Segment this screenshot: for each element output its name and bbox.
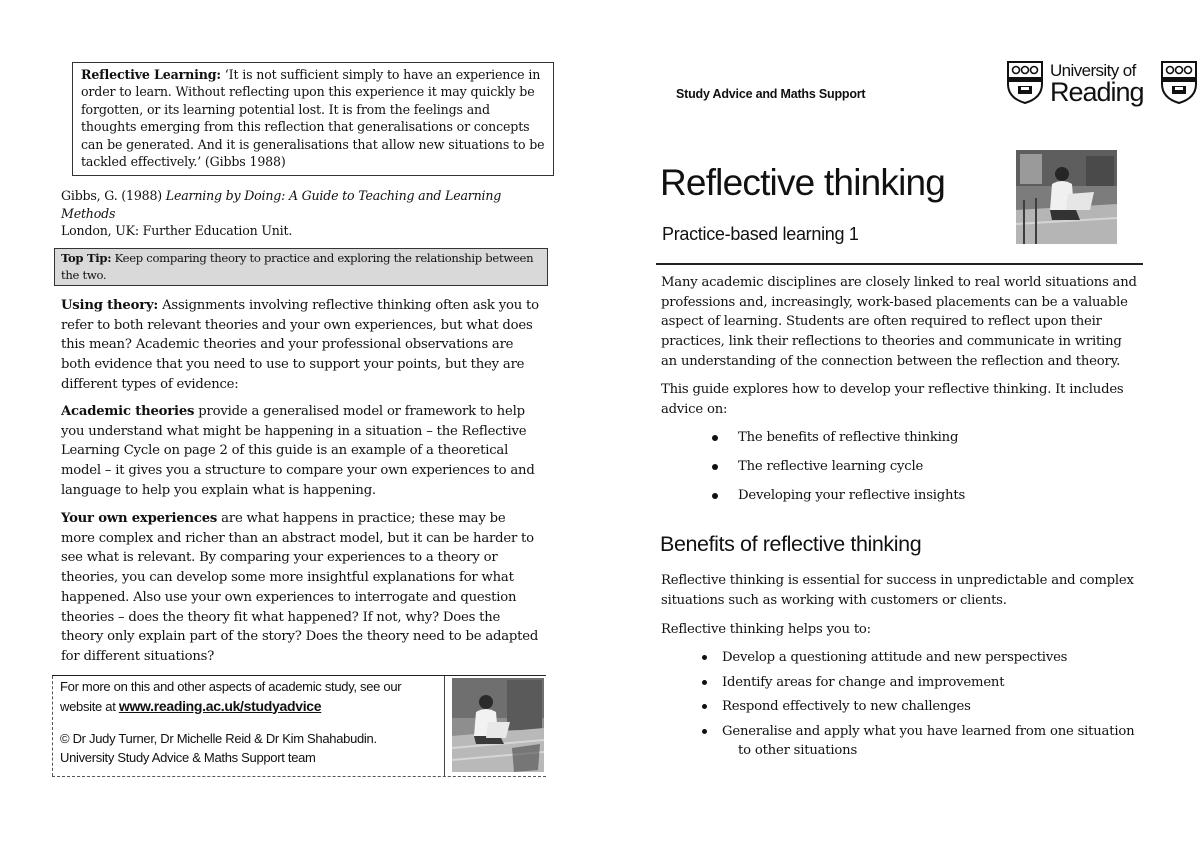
gibbs-reference <box>61 187 541 240</box>
top-tip-label: Top Tip: <box>61 251 112 265</box>
quote-text: ‘It is not sufficient simply to have an experience in order to learn. Without reflecting upon this experience it may quickly be forgotten, or its learning potential lost. It is from the feelings and thoughts emerging from this reflection that generalisations or concepts can be generated. And it is generalisations that allow new situations to be tackled effectively.’ (Gibbs 1988) <box>81 67 545 170</box>
student-laptop-photo-small <box>452 678 544 772</box>
academic-theories-text: provide a generalised model or framework to help you understand what might be happening in a situation – the Reflective Learning Cycle on page 2 of this guide is an example of a theoretical model – it gives you a structure to compare your own experiences to and language to help you explain what is happening. <box>61 404 535 498</box>
list-item-text: The benefits of reflective thinking <box>738 430 959 445</box>
logo-line2: Reading <box>1050 77 1144 107</box>
university-logo <box>1006 58 1200 110</box>
intro-paragraph: Many academic disciplines are closely linked to real world situations and professions and, increasingly, work-based placements can be a valuable aspect of learning. Students are often required to reflect upon their practices, link their reflections to theories and communicate in writing an understanding of the connection between the reflection and theory. <box>661 275 1137 369</box>
reference-author: Gibbs, G. (1988) <box>61 188 162 203</box>
academic-theories-paragraph <box>61 402 541 501</box>
top-tip-box <box>54 248 548 286</box>
bullet-icon <box>712 435 718 441</box>
crest-icon <box>1006 60 1044 104</box>
list-item-text: The reflective learning cycle <box>738 459 924 474</box>
photo-illustration <box>1016 150 1117 244</box>
list-item-text: Identify areas for change and improvement <box>722 674 1005 690</box>
list-item <box>700 673 1150 698</box>
reference-publisher: London, UK: Further Education Unit. <box>61 223 293 238</box>
essential-paragraph: Reflective thinking is essential for success in unpredictable and complex situations such as working with customers or clients. <box>661 573 1134 608</box>
reflective-learning-quote-box <box>72 62 554 176</box>
list-item <box>700 722 1150 766</box>
study-advice-header: Study Advice and Maths Support <box>676 87 866 101</box>
quote-label: Reflective Learning: <box>81 67 221 82</box>
own-experiences-paragraph <box>61 509 541 667</box>
guide-paragraph: This guide explores how to develop your reflective thinking. It includes advice on: <box>661 382 1124 417</box>
logo-line1: University of <box>1050 61 1136 80</box>
crest-icon-right <box>1160 60 1198 104</box>
footer-team: University Study Advice & Maths Support team <box>60 749 316 765</box>
using-theory-text: Assignments involving reflective thinking often ask you to refer to both relevant theories and your own experiences, but what does this mean? Academic theories and your professional observations are both evidence that you need to use to support your points, but they are different types of evidence: <box>61 298 539 392</box>
title-rule <box>656 263 1143 265</box>
top-tip-text: Keep comparing theory to practice and exploring the relationship between the two. <box>61 251 534 282</box>
bullet-icon <box>702 704 707 709</box>
using-theory-paragraph <box>61 296 541 395</box>
list-item-text: Develop a questioning attitude and new perspectives <box>722 650 1068 665</box>
benefits-heading: Benefits of reflective thinking <box>660 532 922 556</box>
bullet-icon <box>712 464 718 470</box>
footer-line1: For more on this and other aspects of academic study, see our <box>60 679 402 694</box>
bullet-icon <box>702 729 707 734</box>
own-experiences-label: Your own experiences <box>61 511 218 526</box>
bullet-icon <box>712 493 718 499</box>
list-item <box>700 697 1150 722</box>
footer-website-prefix: website at <box>60 698 116 714</box>
page-title: Reflective thinking <box>660 162 946 203</box>
academic-theories-label: Academic theories <box>61 404 195 419</box>
bullet-icon <box>702 680 707 685</box>
photo-illustration-small <box>452 678 544 772</box>
own-experiences-text: are what happens in practice; these may be more complex and richer than an abstract model, but it can be harder to see what is relevant. By comparing your experiences to a theory or theories, you can develop some more insightful explanations for what happened. Also use your own experiences to interrogate and question theories – does the theory fit what happened? If not, why? Does the theory only explain part of the story? Does the theory need to be adapted for different situations? <box>61 511 539 664</box>
studyadvice-link[interactable]: www.reading.ac.uk/studyadvice <box>118 697 322 714</box>
footer-credits: © Dr Judy Turner, Dr Michelle Reid & Dr Kim Shahabudin. <box>60 731 377 746</box>
benefits-list <box>700 648 1150 766</box>
footer-left-rule <box>52 676 53 776</box>
list-item-text: Developing your reflective insights <box>738 488 966 503</box>
footer-website-line <box>60 697 440 717</box>
using-theory-label: Using theory: <box>61 298 159 313</box>
list-item-text: Respond effectively to new challenges <box>722 699 971 714</box>
page-subtitle: Practice-based learning 1 <box>662 224 859 244</box>
helps-paragraph: Reflective thinking helps you to: <box>661 622 871 637</box>
list-item-line1: Generalise and apply what you have learned from one situation <box>722 723 1135 739</box>
list-item-line2: to other situations <box>738 743 858 758</box>
list-item-text <box>722 722 1152 761</box>
student-laptop-photo <box>1016 150 1117 244</box>
footer-text <box>60 678 440 767</box>
bullet-icon <box>702 655 707 660</box>
list-item <box>700 648 1150 673</box>
footer-divider <box>444 676 445 776</box>
reference-title: Learning by Doing: A Guide to Teaching and Learning Methods <box>61 188 502 221</box>
